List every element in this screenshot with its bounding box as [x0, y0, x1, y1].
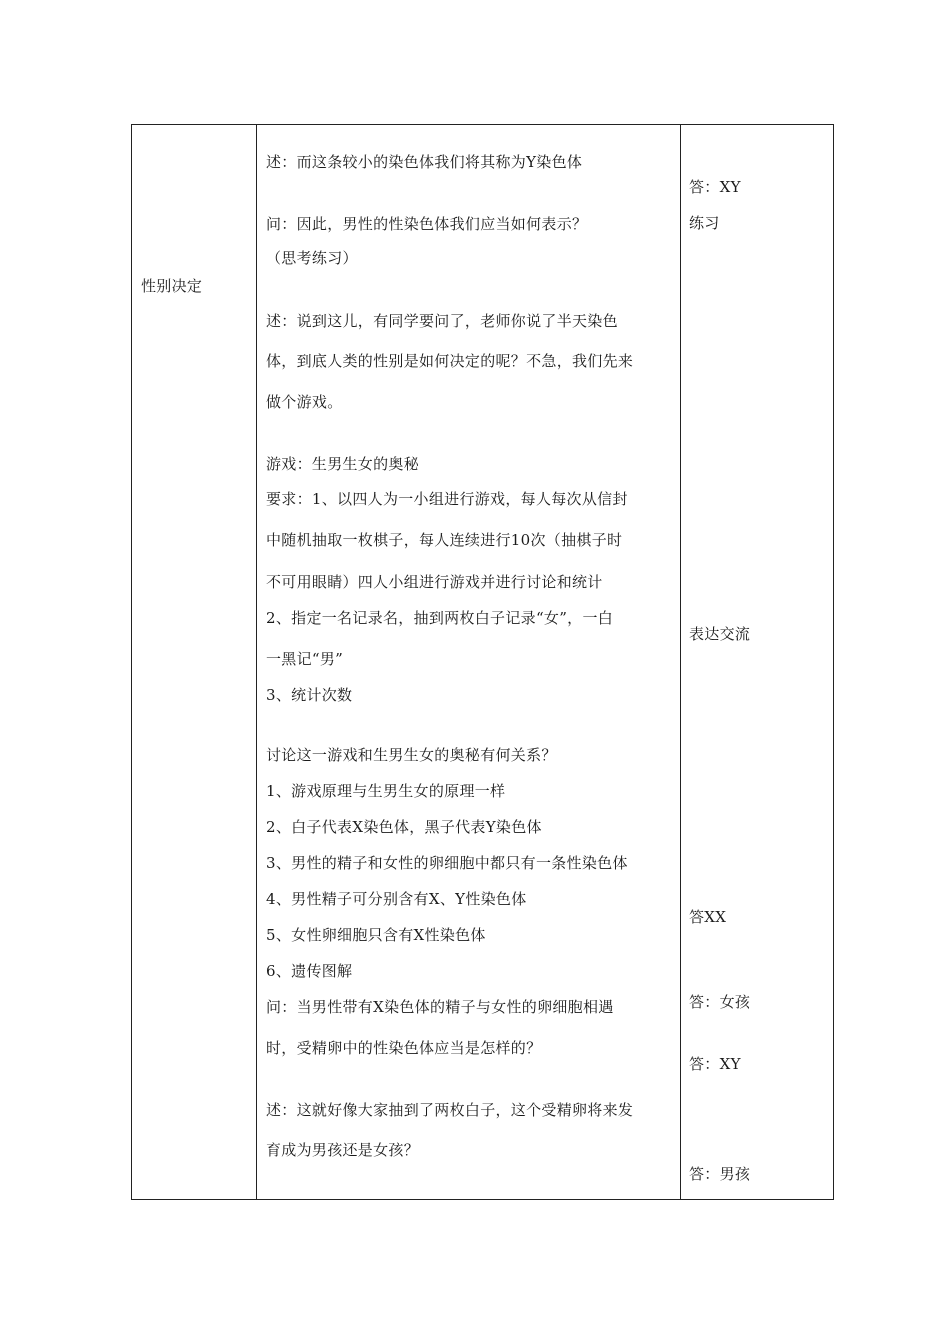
- content-line: 1、游戏原理与生男生女的原理一样: [266, 782, 506, 800]
- content-line: 不可用眼睛）四人小组进行游戏并进行讨论和统计: [266, 573, 603, 591]
- content-line: 时，受精卵中的性染色体应当是怎样的？: [266, 1039, 542, 1057]
- content-line: 2、白子代表X染色体，黑子代表Y染色体: [266, 818, 542, 836]
- content-line: 游戏：生男生女的奥秘: [266, 455, 420, 473]
- content-line: 2、指定一名记录名，抽到两枚白子记录“女”，一白: [266, 609, 614, 627]
- content-line: （思考练习）: [266, 249, 358, 267]
- student-line: 练习: [689, 214, 720, 232]
- content-line: 3、统计次数: [266, 686, 353, 704]
- content-line: 5、女性卵细胞只含有X性染色体: [266, 926, 486, 944]
- content-line: 一黑记“男”: [266, 650, 344, 668]
- column-divider-1: [256, 125, 257, 1199]
- student-line: 答XX: [689, 908, 727, 926]
- content-line: 要求：1、以四人为一小组进行游戏，每人每次从信封: [266, 490, 628, 508]
- column-divider-2: [680, 125, 681, 1199]
- content-line: 述：说到这儿，有同学要问了，老师你说了半天染色: [266, 312, 618, 330]
- content-line: 问：因此，男性的性染色体我们应当如何表示？: [266, 215, 588, 233]
- student-line: 表达交流: [689, 625, 751, 643]
- content-line: 育成为男孩还是女孩？: [266, 1141, 420, 1159]
- content-line: 体，到底人类的性别是如何决定的呢？不急，我们先来: [266, 352, 634, 370]
- content-line: 述：而这条较小的染色体我们将其称为Y染色体: [266, 153, 583, 171]
- content-line: 做个游戏。: [266, 393, 343, 411]
- content-line: 3、男性的精子和女性的卵细胞中都只有一条性染色体: [266, 854, 628, 872]
- topic-cell: 性别决定: [141, 277, 203, 295]
- student-line: 答：XY: [689, 178, 741, 196]
- student-line: 答：男孩: [689, 1165, 751, 1183]
- content-line: 4、男性精子可分别含有X、Y性染色体: [266, 890, 527, 908]
- student-line: 答：XY: [689, 1055, 741, 1073]
- content-line: 问：当男性带有X染色体的精子与女性的卵细胞相遇: [266, 998, 614, 1016]
- content-line: 讨论这一游戏和生男生女的奥秘有何关系？: [266, 746, 557, 764]
- content-line: 中随机抽取一枚棋子，每人连续进行10次（抽棋子时: [266, 531, 623, 549]
- content-line: 述：这就好像大家抽到了两枚白子，这个受精卵将来发: [266, 1101, 634, 1119]
- student-line: 答：女孩: [689, 993, 751, 1011]
- content-line: 6、遗传图解: [266, 962, 353, 980]
